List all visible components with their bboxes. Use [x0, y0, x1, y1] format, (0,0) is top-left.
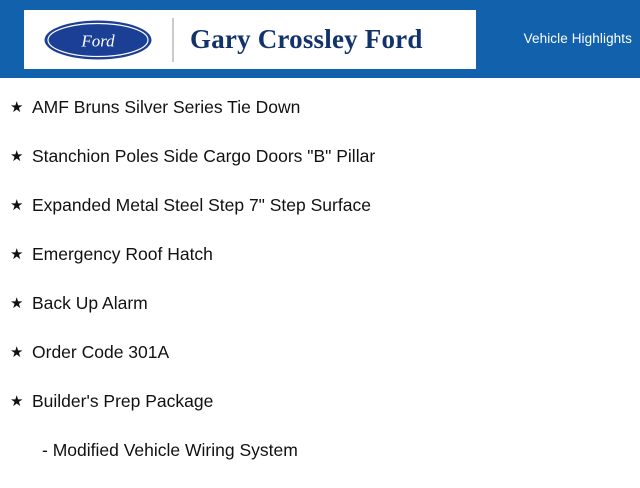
star-icon: ★ — [10, 246, 24, 263]
list-item-label: AMF Bruns Silver Series Tie Down — [32, 97, 301, 117]
list-item-label: Expanded Metal Steel Step 7" Step Surface — [32, 195, 371, 215]
star-icon: ★ — [10, 148, 24, 165]
list-item — [0, 390, 640, 439]
star-icon: ★ — [10, 197, 24, 214]
star-icon: ★ — [10, 344, 24, 361]
dealer-header — [0, 0, 640, 78]
list-item-label: Order Code 301A — [32, 342, 170, 362]
dealer-name: Gary Crossley Ford — [190, 24, 423, 54]
section-label: Vehicle Highlights — [523, 31, 632, 46]
ford-oval-icon — [43, 19, 153, 61]
brand-plate — [24, 10, 476, 69]
list-item-label: Builder's Prep Package — [32, 391, 214, 411]
list-item-label: - Modified Vehicle Wiring System — [42, 440, 298, 460]
list-item — [0, 341, 640, 390]
highlights-list — [0, 78, 640, 488]
list-item — [0, 439, 640, 488]
star-icon: ★ — [10, 99, 24, 116]
bullet-spacer — [10, 439, 32, 440]
star-icon: ★ — [10, 393, 24, 410]
list-item — [0, 243, 640, 292]
list-item-label: Back Up Alarm — [32, 293, 148, 313]
star-icon: ★ — [10, 295, 24, 312]
svg-text:Ford: Ford — [81, 31, 115, 50]
list-item — [0, 145, 640, 194]
list-item — [0, 292, 640, 341]
list-item-label: Stanchion Poles Side Cargo Doors "B" Pillar — [32, 146, 376, 166]
list-item — [0, 194, 640, 243]
ford-logo — [24, 19, 172, 61]
list-item-label: Emergency Roof Hatch — [32, 244, 213, 264]
plate-divider — [172, 18, 174, 62]
list-item — [0, 96, 640, 145]
